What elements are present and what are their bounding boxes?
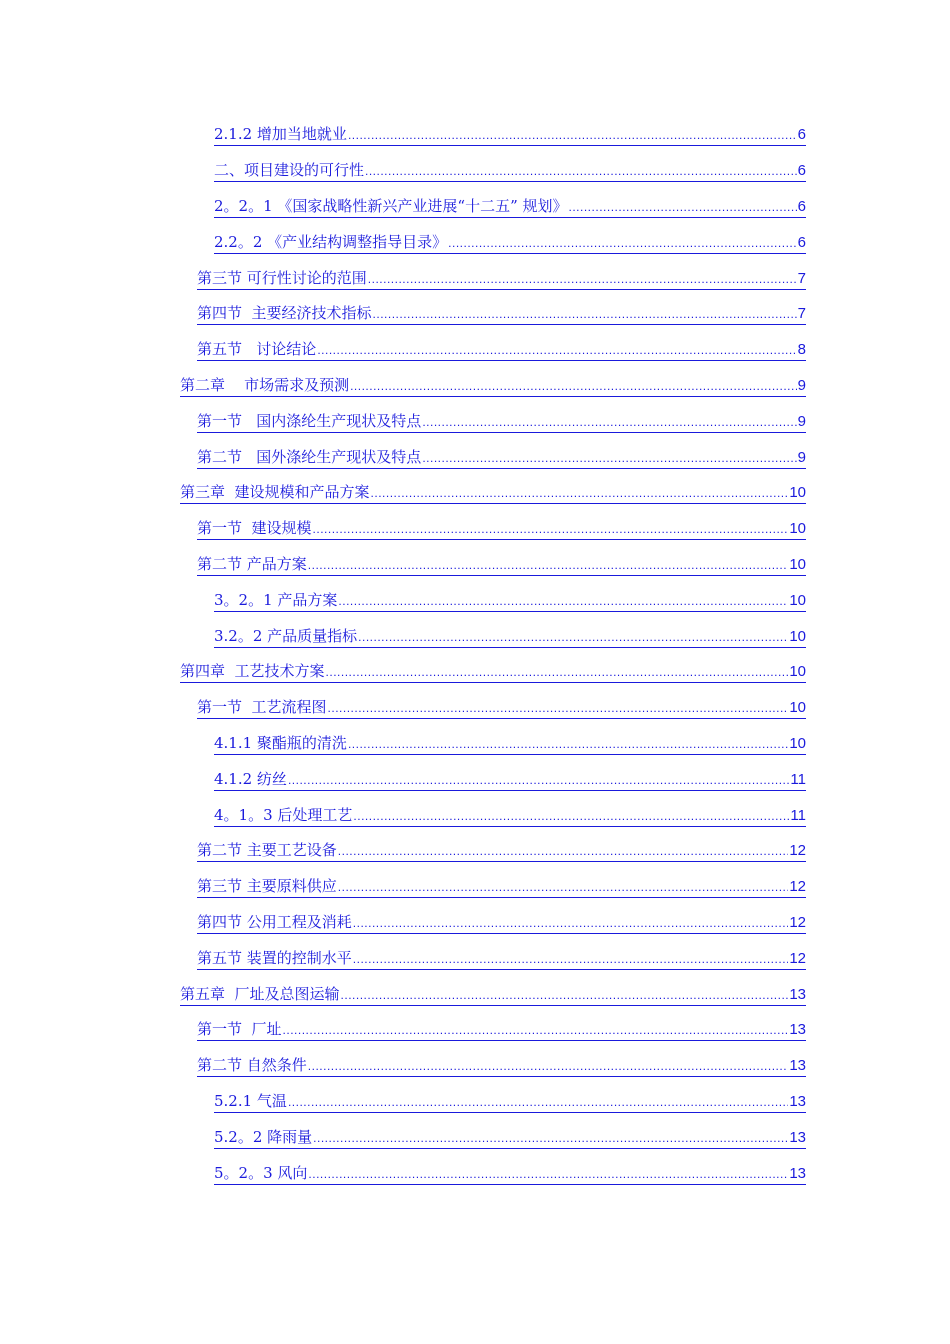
toc-link[interactable] [214, 770, 806, 791]
dot-leader [353, 807, 789, 825]
toc-page-number: 10 [789, 555, 806, 573]
dot-leader [317, 341, 796, 359]
toc-entry-title: 4.1.1 聚酯瓶的清洗 [214, 733, 347, 752]
toc-link[interactable] [214, 125, 806, 146]
toc-link[interactable] [197, 1056, 806, 1077]
toc-link[interactable] [197, 877, 806, 898]
toc-entry[interactable] [0, 512, 950, 548]
dot-leader [338, 878, 789, 896]
toc-link[interactable] [197, 1020, 806, 1041]
toc-entry-title: 第四节 主要经济技术指标 [197, 304, 372, 323]
toc-page-number: 6 [797, 233, 806, 251]
dot-leader [358, 628, 788, 646]
dot-leader [308, 556, 789, 574]
toc-page-number: 7 [797, 305, 806, 323]
toc-entry-title: 第五章 厂址及总图运输 [180, 984, 340, 1003]
toc-entry[interactable] [0, 762, 950, 798]
toc-entry[interactable] [0, 261, 950, 297]
toc-entry[interactable] [0, 798, 950, 834]
toc-entry-title: 二、项目建设的可行性 [214, 161, 365, 180]
dot-leader [448, 234, 796, 252]
toc-page-number: 10 [789, 520, 806, 538]
toc-page-number: 10 [789, 484, 806, 502]
toc-page-number: 9 [797, 376, 806, 394]
dot-leader [353, 950, 789, 968]
dot-leader [313, 1129, 788, 1147]
toc-link[interactable] [197, 304, 806, 325]
toc-link[interactable] [197, 269, 806, 290]
toc-page-number: 13 [789, 1021, 806, 1039]
toc-entry-title: 3。2。1 产品方案 [214, 590, 338, 609]
dot-leader [422, 413, 796, 431]
toc-entry[interactable] [0, 834, 950, 870]
toc-page-number: 12 [789, 878, 806, 896]
toc-page-number: 13 [789, 1057, 806, 1075]
dot-leader [288, 1093, 788, 1111]
toc-entry[interactable] [0, 1120, 950, 1156]
dot-leader [348, 126, 797, 144]
toc-link[interactable] [214, 1128, 806, 1149]
toc-page-number: 13 [789, 985, 806, 1003]
toc-link[interactable] [197, 412, 806, 433]
toc-link[interactable] [197, 555, 806, 576]
toc-page-number: 13 [789, 1092, 806, 1110]
dot-leader [328, 699, 789, 717]
toc-entry[interactable] [0, 583, 950, 619]
dot-leader [341, 986, 789, 1004]
toc-link[interactable] [180, 985, 806, 1006]
toc-page-number: 10 [789, 591, 806, 609]
toc-page-number: 9 [797, 412, 806, 430]
toc-entry-title: 第五节 装置的控制水平 [197, 948, 352, 967]
toc-entry-title: 第三节 主要原料供应 [197, 877, 337, 896]
toc-entry[interactable] [0, 1013, 950, 1049]
toc-entry-title: 2.1.2 增加当地就业 [214, 125, 347, 144]
toc-entry-title: 5.2。2 降雨量 [214, 1127, 313, 1146]
toc-link[interactable] [214, 591, 806, 612]
dot-leader [422, 449, 796, 467]
toc-link[interactable] [197, 913, 806, 934]
toc-entry-title: 第二节 国外涤纶生产现状及特点 [197, 447, 422, 466]
toc-entry-title: 4。1。3 后处理工艺 [214, 805, 353, 824]
toc-entry-title: 4.1.2 纺丝 [214, 769, 287, 788]
toc-entry[interactable] [0, 154, 950, 190]
toc-entry-title: 第一节 国内涤纶生产现状及特点 [197, 411, 422, 430]
toc-page-number: 11 [790, 806, 806, 824]
table-of-contents [0, 118, 950, 1192]
toc-entry[interactable] [0, 225, 950, 261]
toc-entry-title: 5.2.1 气温 [214, 1091, 287, 1110]
dot-leader [353, 914, 789, 932]
dot-leader [288, 771, 789, 789]
toc-entry[interactable] [0, 440, 950, 476]
toc-link[interactable] [197, 841, 806, 862]
dot-leader [371, 484, 789, 502]
toc-link[interactable] [214, 1164, 806, 1185]
toc-link[interactable] [197, 340, 806, 361]
toc-page-number: 10 [789, 699, 806, 717]
toc-entry[interactable] [0, 1156, 950, 1192]
toc-link[interactable] [214, 197, 806, 218]
toc-page-number: 12 [789, 913, 806, 931]
toc-entry-title: 第二节 自然条件 [197, 1056, 307, 1075]
toc-entry-title: 第五节 讨论结论 [197, 340, 317, 359]
dot-leader [326, 663, 789, 681]
toc-entry-title: 第四节 公用工程及消耗 [197, 912, 352, 931]
toc-page-number: 7 [797, 269, 806, 287]
toc-link[interactable] [197, 519, 806, 540]
toc-entry[interactable] [0, 691, 950, 727]
toc-entry[interactable] [0, 1085, 950, 1121]
toc-link[interactable] [197, 949, 806, 970]
toc-link[interactable] [214, 1092, 806, 1113]
toc-entry[interactable] [0, 906, 950, 942]
dot-leader [368, 270, 797, 288]
toc-entry-title: 第二章 市场需求及预测 [180, 375, 350, 394]
toc-page-number: 6 [797, 126, 806, 144]
dot-leader [338, 842, 789, 860]
toc-link[interactable] [214, 734, 806, 755]
toc-page-number: 12 [789, 842, 806, 860]
toc-entry-title: 第三节 可行性讨论的范围 [197, 268, 367, 287]
dot-leader [308, 1057, 789, 1075]
toc-entry-title: 第一节 厂址 [197, 1020, 282, 1039]
toc-page-number: 8 [797, 341, 806, 359]
toc-entry-title: 第三章 建设规模和产品方案 [180, 483, 370, 502]
dot-leader [313, 520, 789, 538]
toc-entry[interactable] [0, 333, 950, 369]
toc-page-number: 6 [797, 197, 806, 215]
toc-link[interactable] [214, 161, 806, 182]
toc-entry-title: 第四章 工艺技术方案 [180, 662, 325, 681]
toc-entry[interactable] [0, 941, 950, 977]
toc-entry[interactable] [0, 297, 950, 333]
toc-entry[interactable] [0, 619, 950, 655]
toc-entry[interactable] [0, 727, 950, 763]
toc-page-number: 10 [789, 663, 806, 681]
toc-link[interactable] [180, 376, 806, 397]
toc-page-number: 6 [797, 162, 806, 180]
dot-leader [365, 162, 797, 180]
toc-page-number: 12 [789, 949, 806, 967]
dot-leader [350, 377, 797, 395]
toc-entry-title: 3.2。2 产品质量指标 [214, 626, 358, 645]
toc-entry[interactable] [0, 548, 950, 584]
dot-leader [283, 1021, 789, 1039]
toc-entry-title: 5。2。3 风向 [214, 1163, 308, 1182]
toc-page-number: 13 [789, 1128, 806, 1146]
toc-entry-title: 第二节 主要工艺设备 [197, 841, 337, 860]
toc-link[interactable] [214, 233, 806, 254]
toc-entry[interactable] [0, 118, 950, 154]
toc-page-number: 10 [789, 627, 806, 645]
toc-entry[interactable] [0, 977, 950, 1013]
toc-entry-title: 2。2。1 《国家战略性新兴产业进展“十二五” 规划》 [214, 196, 568, 215]
dot-leader [338, 592, 788, 610]
toc-entry[interactable] [0, 655, 950, 691]
toc-entry[interactable] [0, 369, 950, 405]
toc-entry[interactable] [0, 190, 950, 226]
toc-entry-title: 第一节 工艺流程图 [197, 698, 327, 717]
toc-link[interactable] [197, 448, 806, 469]
toc-entry-title: 2.2。2 《产业结构调整指导目录》 [214, 232, 448, 251]
toc-link[interactable] [214, 627, 806, 648]
toc-entry-title: 第二节 产品方案 [197, 554, 307, 573]
toc-page-number: 10 [789, 734, 806, 752]
toc-entry[interactable] [0, 1049, 950, 1085]
toc-entry-title: 第一节 建设规模 [197, 519, 312, 538]
toc-link[interactable] [180, 483, 806, 504]
toc-entry[interactable] [0, 404, 950, 440]
dot-leader [308, 1165, 788, 1183]
toc-page-number: 11 [790, 770, 806, 788]
toc-entry[interactable] [0, 476, 950, 512]
toc-entry[interactable] [0, 870, 950, 906]
toc-link[interactable] [214, 806, 806, 827]
dot-leader [373, 305, 797, 323]
toc-page-number: 9 [797, 448, 806, 466]
toc-link[interactable] [180, 662, 806, 683]
dot-leader [348, 735, 788, 753]
toc-page-number: 13 [789, 1164, 806, 1182]
dot-leader [569, 198, 797, 216]
toc-link[interactable] [197, 698, 806, 719]
